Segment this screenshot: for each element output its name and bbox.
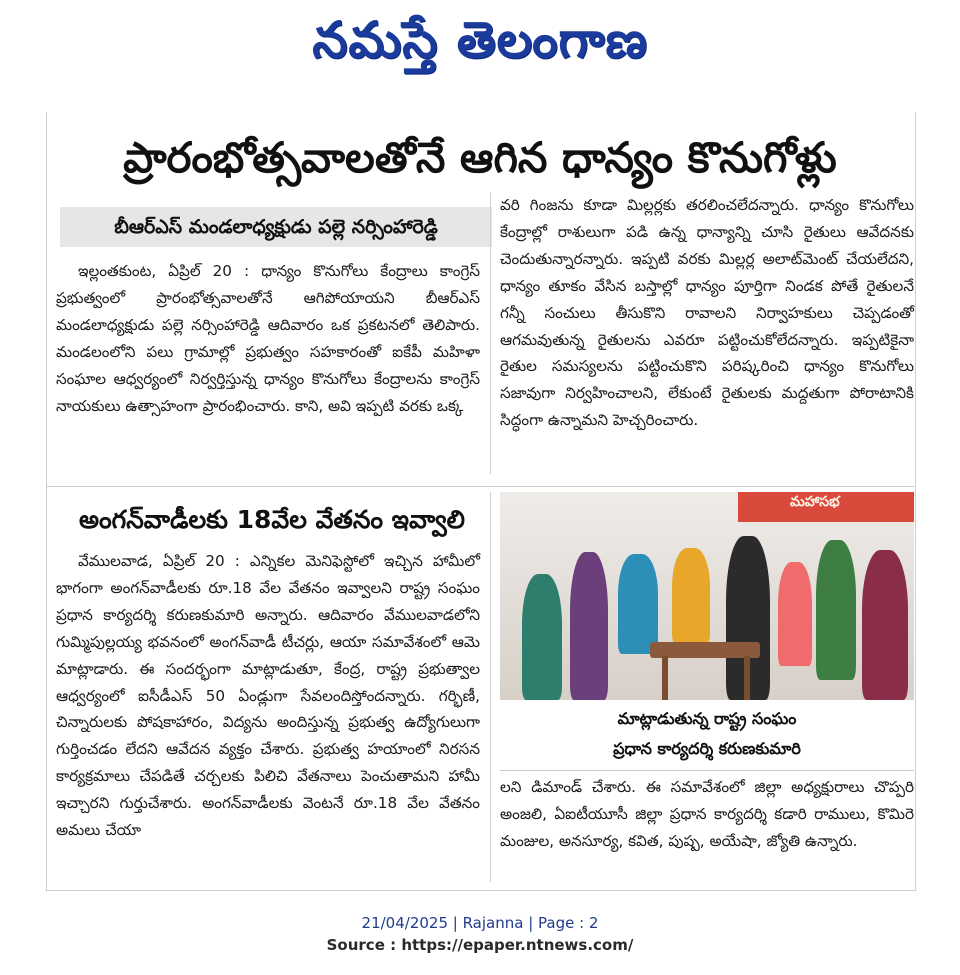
- photo-person: [618, 554, 658, 654]
- footer-source: Source : https://epaper.ntnews.com/: [326, 936, 634, 954]
- newspaper-logo: నమస్తే తెలంగాణ: [312, 11, 648, 69]
- article2-left-column: [56, 548, 480, 844]
- caption-divider: [500, 770, 914, 771]
- article1-right-column: [500, 192, 914, 434]
- footer-meta: 21/04/2025 | Rajanna | Page : 2: [361, 914, 599, 932]
- article2-left-paragraph: వేములవాడ, ఏప్రిల్ 20 : ఎన్నికల మెనిఫెస్టోలో ఇచ్చిన హామీలో భాగంగా అంగన్‌వాడీలకు రూ.18 వేల వేతనం ఇవ్వాలని రాష్ట్ర సంఘం ప్రధాన కార్యదర్శి కరుణకుమారి అన్నారు. ఆదివారం వేములవాడలోని గుమ్మిపుల్లయ్య భవనంలో అంగన్‌వాడీ టీచర్లు, ఆయా సమావేశంలో ఆమె మాట్లాడారు. ఈ సందర్భంగా మాట్లాడుతూ, కేంద్ర, రాష్ట్ర ప్రభుత్వాల ఆధ్వర్యంలో ఐసీడీఎస్ 50 ఏండ్లుగా సేవలందిస్తోందన్నారు. గర్భిణీ, చిన్నారులకు పోషకాహారం, విద్యను అందిస్తున్న ప్రభుత్వ ఉద్యోగులుగా గుర్తించడం లేదని ఆవేదన వ్యక్తం చేశారు. ప్రభుత్వ హయాంలో నిరసన కార్యక్రమాలు చేపడితే చర్చలకు పిలిచి వేతనాలు పెంచుతామని హామీ ఇచ్చారని గుర్తుచేశారు. అంగన్‌వాడీలకు వెంటనే రూ.18 వేల వేతనం అమలు చేయా: [56, 552, 480, 840]
- article2-right-paragraph: లని డిమాండ్ చేశారు. ఈ సమావేశంలో జిల్లా అధ్యక్షురాలు చొప్పరి అంజలి, ఏఐటీయూసీ జిల్లా ప్రధాన కార్యదర్శి కడారి రాములు, కొమిరె మంజుల, అనసూర్య, కవిత, పుష్ప, అయేషా, జ్యోతి ఉన్నారు.: [500, 778, 914, 850]
- photo-person: [816, 540, 856, 680]
- article2-headline: అంగన్‌వాడీలకు 18వేల వేతనం ఇవ్వాలి: [79, 505, 465, 534]
- caption-line: మాట్లాడుతున్న రాష్ట్ర సంఘం: [617, 709, 797, 728]
- meeting-photo: [500, 492, 914, 700]
- photo-person: [672, 548, 710, 644]
- article1-left-column: [56, 258, 480, 419]
- photo-table-leg: [744, 656, 750, 700]
- photo-person: [778, 562, 812, 666]
- photo-person: [570, 552, 608, 700]
- article1-right-paragraph: వరి గింజను కూడా మిల్లర్లకు తరలించలేదన్నారు. ధాన్యం కొనుగోలు కేంద్రాల్లో రాశులుగా పడి ఉన్న ధాన్యాన్ని చూసి రైతులు ఆవేదనకు చెందుతున్నారన్నారు. ఇప్పటి వరకు మిల్లర్ల అలాట్‌మెంట్ చేయలేదని, ధాన్యం తూకం వేసిన బస్తాల్లో ధాన్యం పూర్తిగా నిండక పోతే రైతులనే గన్నీ సంచులు తీసుకొని రావాలని నిర్వాహకులు చెప్పడంతో ఆగమవుతున్న రైతులను ఎవరూ పట్టించుకోలేదన్నారు. ఇప్పటికైనా రైతుల సమస్యలను పట్టించుకొని పరిష్కరించి ధాన్యం కొనుగోలు సజావుగా నిర్వహించాలని, లేకుంటే రైతులకు మద్దతుగా పోరాటానికి సిద్ధంగా ఉన్నామని హెచ్చరించారు.: [500, 196, 914, 430]
- column-divider: [490, 492, 491, 882]
- masthead: [0, 0, 960, 80]
- caption-line: ప్రధాన కార్యదర్శి కరుణకుమారి: [613, 739, 801, 758]
- article1-headline: ప్రారంభోత్సవాలతోనే ఆగిన ధాన్యం కొనుగోళ్లు: [123, 133, 837, 182]
- page-footer: [0, 912, 960, 956]
- photo-caption: [500, 704, 914, 768]
- article1-subhead: బీఆర్ఎస్ మండలాధ్యక్షుడు పల్లె నర్సింహారెడ్డి: [60, 207, 492, 247]
- article2-right-column: [500, 774, 914, 855]
- photo-table-leg: [662, 656, 668, 700]
- article1-left-paragraph: ఇల్లంతకుంట, ఏప్రిల్ 20 : ధాన్యం కొనుగోలు కేంద్రాలు కాంగ్రెస్ ప్రభుత్వంలో ప్రారంభోత్సవాలతోనే ఆగిపోయాయని బీఆర్ఎస్ మండలాధ్యక్షుడు పల్లె నర్సింహారెడ్డి ఆదివారం ఒక ప్రకటనలో తెలిపారు. మండలంలోని పలు గ్రామాల్లో ప్రభుత్వం సహకారంతో ఐకేపీ మహిళా సంఘాల ఆధ్వర్యంలో నిర్వర్తిస్తున్న ధాన్యం కొనుగోలు కేంద్రాలను కాంగ్రెస్ నాయకులు ఉత్సాహంగా ప్రారంభించారు. కాని, అవి ఇప్పటి వరకు ఒక్క: [56, 262, 480, 415]
- photo-banner-text: మహాసభ: [790, 494, 840, 510]
- photo-person: [862, 550, 908, 700]
- column-divider: [490, 192, 491, 474]
- photo-person: [522, 574, 562, 700]
- article-divider: [46, 486, 914, 487]
